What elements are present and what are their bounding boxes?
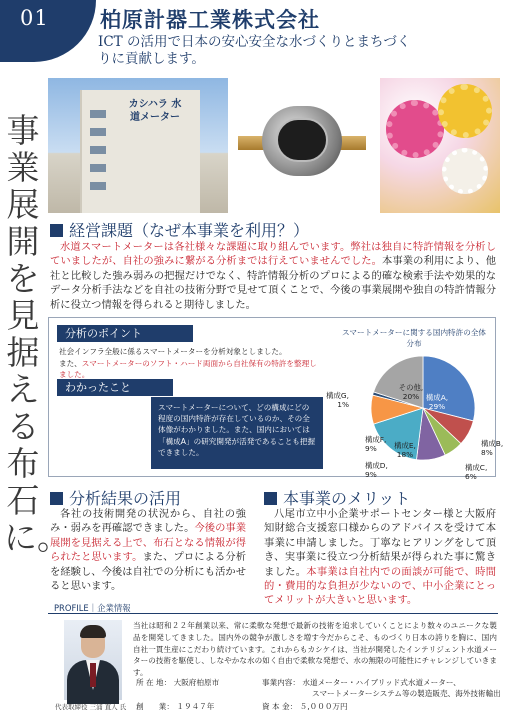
analysis-box [48,317,504,481]
chart-title: スマートメーターに関する国内特許の全体分布 [341,328,487,348]
square-bullet-icon [50,224,63,237]
gear-icon [438,84,492,138]
pie-label-5: 構成E, 18% [394,441,416,459]
section-heading-text: 分析結果の活用 [69,489,182,508]
section-heading-text: 経営課題（なぜ本事業を利用？） [69,221,310,240]
section-number-badge [0,0,96,62]
square-bullet-icon [264,492,277,505]
profile-label: PROFILE｜企業情報 [54,603,131,613]
info-capital: 資 本 金： ５,０００万円 [262,702,348,711]
section-heading-issues [50,218,309,241]
company-name: 柏原計器工業株式会社 [100,7,320,32]
company-tagline: ICT の活用で日本の安心安全な水づくりとまちづくりに貢献します。 [98,34,411,67]
info-address: 所 在 地： 大阪府柏原市 [136,678,220,687]
analysis-point-text: 社会インフラ全般に係るスマートメーターを分析対象としました。 また、スマートメーターのソフト・ハード両面から自社保有の特許を整理しました。 [59,347,317,379]
building-sign: カシハラ 水道メーター [128,99,182,123]
gears-photo [380,78,500,213]
vertical-title: 事業展開を見据える布石に。 [4,111,70,557]
pie-label-7: 構成G, 1% [326,391,349,409]
photo-strip [48,78,500,213]
ceo-portrait [64,620,122,700]
section-heading-text: 本事業のメリット [283,489,411,508]
gear-icon [386,100,444,158]
info-business: 事業内容： 水道メーター・ハイブリッド式水道メーター、 [262,678,461,687]
section-number: 01 [20,6,49,30]
pie-label-4: 構成D, 9% [365,461,388,479]
issues-highlight: 水道スマートメーターは各社様々な課題に取り組んでいます。弊社は独自に特許情報を分析していましたが、自社の強みに繋がる分析までは行えていませんでした。 [50,241,496,268]
info-founded: 創 業： １９４７年 [136,702,215,711]
info-business-2: スマートメーターシステム等の製造販売、海外技術輸出 [312,689,501,698]
analysis-found-text: スマートメーターについて、どの構成にどの程度の国内特許が存在しているのか、その全体像がわかりました。また、国内においては「構成A」の研究開発が活発であることも把握できました。 [158,403,316,457]
gear-icon [442,148,488,194]
pie-label-2: 構成B, 8% [481,439,504,457]
building-photo [48,78,228,213]
analysis-point-label: 分析のポイント [57,325,193,342]
pie-label-6: 構成F, 9% [365,435,387,453]
issues-text: 本事業の利用により、他社と比較した強み弱みの把握だけでなく、特許情報分析のプロによる的確な検索手法や効果的なデータ分析手法などを自社の技術分野で見せて頂くことで、今後の事業展開や独自の特許情報分析に役立つ情報を得られると期待しました。 [50,255,497,311]
usage-paragraph: 各社の技術開発の状況から、自社の強み・弱みを再確認できました。今後の事業展開を見据える上で、布石となる情報が得られたと思います。また、プロによる分析を経験し、今後は自社での分析にも活かせると思います。 [50,508,247,593]
analysis-found-box [151,397,323,469]
section-heading-merit [264,486,410,509]
patent-distribution-pie-chart [319,342,504,481]
pie-label-1: 構成A, 29% [425,393,449,411]
pie-label-8: その他, 20% [398,383,424,401]
analysis-found-label: わかったこと [57,379,173,396]
square-bullet-icon [50,492,63,505]
merit-paragraph: 八尾市立中小企業サポートセンター様と大阪府知財総合支援窓口様からのアドバイスを受けて本事業に申請しました。丁寧なヒアリングをして頂き、実事業に役立つ分析結果が得られた事に驚きました。本事業は自社内での面談が可能で、時間的・費用的な負担が少ないので、中小企業にとってメリットが大きいと思います。 [264,508,497,607]
portrait-caption: 代表取締役 三浦 直人 氏 [55,703,127,711]
water-meter-photo [234,78,374,213]
issues-paragraph [50,240,496,312]
section-heading-usage [50,486,181,509]
profile-divider [48,613,498,614]
pie-label-3: 構成C, 6% [465,463,488,481]
profile-text: 当社は昭和２２年創業以来、常に柔軟な発想で最新の技術を追求していくことにより数々のユニークな製品を開発してきました。国内外の競争が激しさを増す今だからこそ、ものづくり日本の誇りを胸に、国内自社一貫生産にこだわり続けています。これからもカシケイは、当社が開発したインテリジェント水道メーターの技術を駆使し、しなやかな水の如く自由で柔軟な発想で、水の無限の可能性にチャレンジしていきます。 [133,621,497,678]
